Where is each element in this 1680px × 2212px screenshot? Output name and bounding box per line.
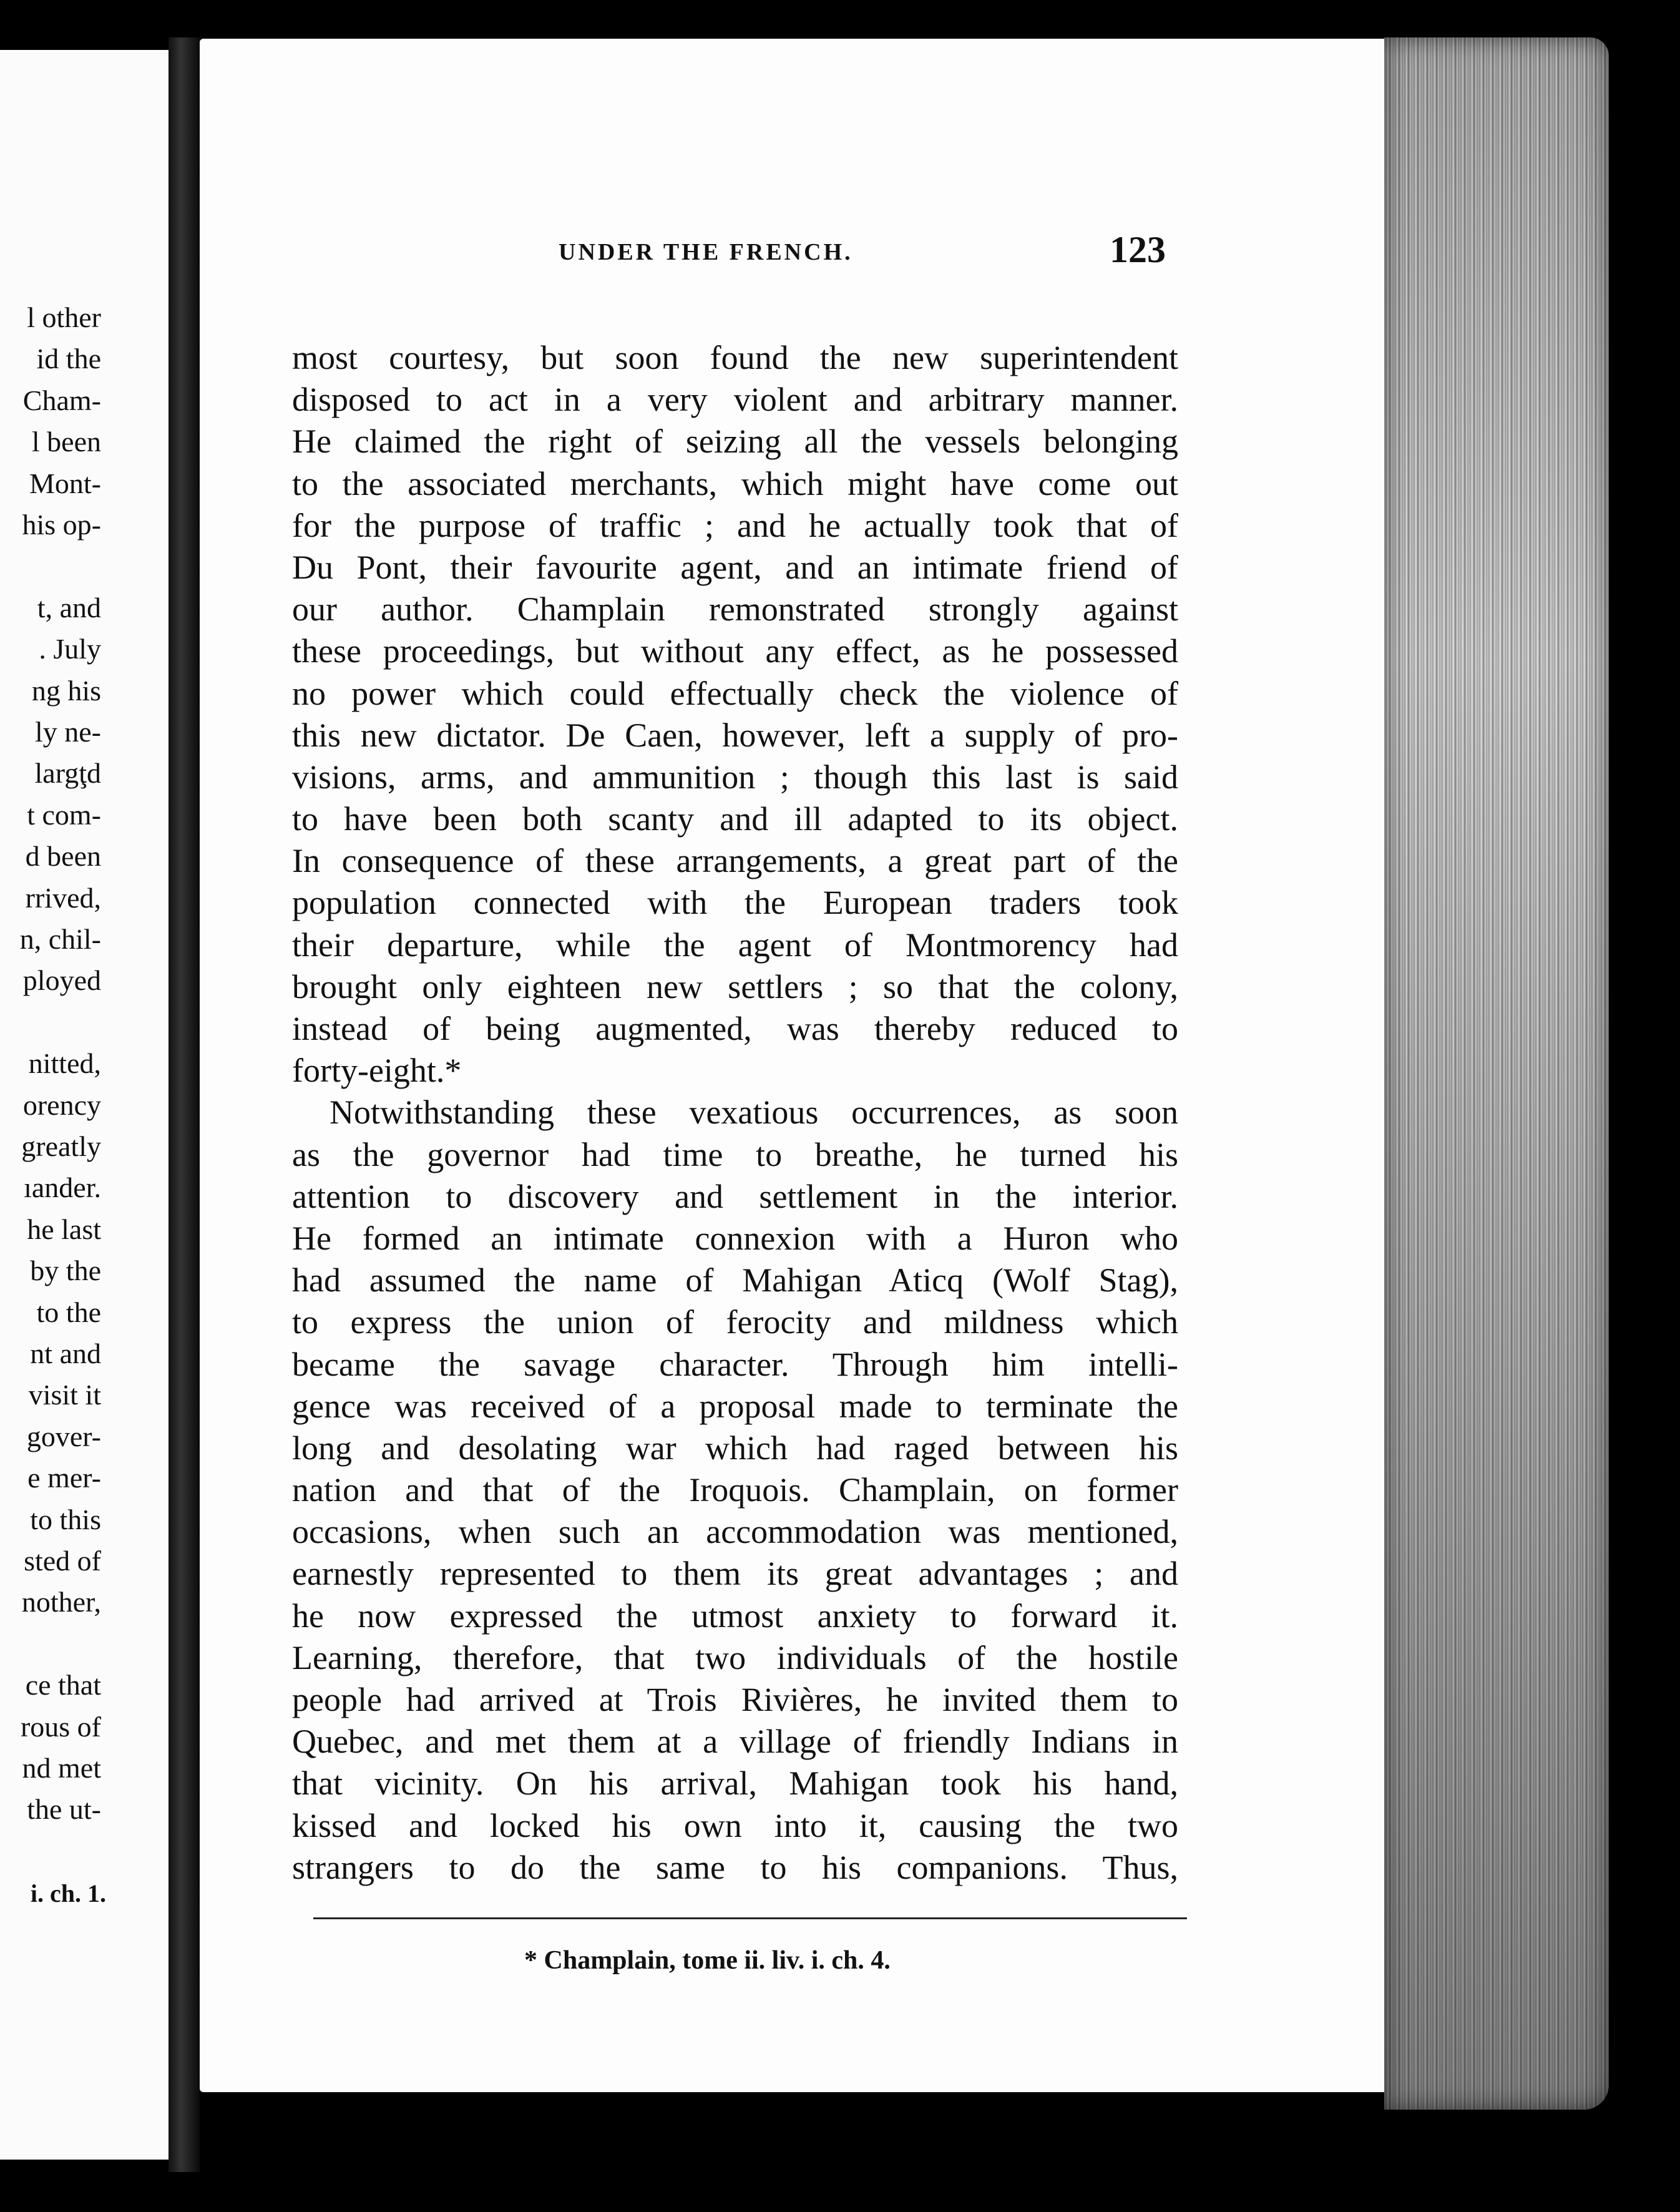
left-page-line: t com- [27, 798, 101, 831]
text-line: most courtesy, but soon found the new superintendent [292, 339, 1178, 376]
text-line: to express the union of ferocity and mildness which [292, 1303, 1178, 1341]
left-page-line: nt and [30, 1338, 101, 1369]
text-line: Quebec, and met them at a village of friendly Indians in [292, 1723, 1178, 1761]
left-page-line: nitted, [28, 1047, 101, 1080]
left-page-line: l other [27, 301, 101, 333]
left-page-line: greatly [21, 1130, 101, 1162]
left-page-line: by the [30, 1255, 101, 1287]
left-page-line: visit it [28, 1379, 101, 1411]
left-page-line: largţd [34, 757, 101, 790]
text-line: that vicinity. On his arrival, Mahigan took his hand, [292, 1764, 1178, 1803]
left-facing-page [0, 50, 170, 2160]
text-line: for the purpose of traffic ; and he actually took that of [292, 506, 1178, 544]
text-line: earnestly represented to them its great advantages ; and [292, 1555, 1178, 1593]
body-text [292, 337, 1178, 1889]
text-line: no power which could effectually check the violence of [292, 674, 1178, 712]
left-page-line: rrived, [25, 881, 101, 914]
text-line: became the savage character. Through him intelli- [292, 1345, 1178, 1383]
text-line: instead of being augmented, was thereby reduced to [292, 1010, 1178, 1047]
left-page-line: ly ne- [34, 716, 101, 748]
left-page-line: to this [30, 1503, 101, 1535]
left-page-line: n, chil- [19, 923, 101, 955]
text-line: gence was received of a proposal made to terminate the [292, 1387, 1178, 1425]
left-page-line: ce that [25, 1669, 101, 1701]
text-line: disposed to act in a very violent and arbitrary manner. [292, 381, 1178, 419]
left-page-line: nother, [21, 1586, 101, 1618]
text-line: Notwithstanding these vexatious occurrences, as soon [330, 1094, 1178, 1132]
book-gutter [168, 37, 200, 2172]
text-line: forty-eight.* [292, 1052, 462, 1090]
text-line: long and desolating war which had raged between his [292, 1429, 1178, 1467]
left-page-line: his op- [22, 509, 101, 541]
text-line: had assumed the name of Mahigan Aticq (Wolf Stag), [292, 1261, 1178, 1299]
text-line: occasions, when such an accommodation was mentioned, [292, 1513, 1178, 1551]
left-page-line: . July [39, 633, 101, 665]
text-line: as the governor had time to breathe, he turned his [292, 1135, 1178, 1173]
left-page-line: Cham- [22, 384, 101, 416]
left-page-line: orency [22, 1089, 101, 1121]
text-line: brought only eighteen new settlers ; so that the colony, [292, 967, 1178, 1006]
left-page-line: ng his [31, 674, 101, 707]
running-head: UNDER THE FRENCH. [559, 239, 853, 265]
text-line: population connected with the European traders took [292, 884, 1178, 922]
text-line: to have been both scanty and ill adapted to its object. [292, 800, 1178, 838]
left-page-line: d been [25, 840, 101, 873]
text-line: He formed an intimate connexion with a Huron who [292, 1219, 1178, 1257]
left-page-line: ployed [22, 964, 101, 997]
book-page [200, 39, 1385, 2092]
text-line: their departure, while the agent of Montmorency had [292, 926, 1178, 964]
footnote: * Champlain, tome ii. liv. i. ch. 4. [524, 1946, 891, 1975]
left-page-line: gover- [26, 1420, 101, 1452]
text-line: these proceedings, but without any effect, as he possessed [292, 632, 1178, 670]
left-page-line: sted of [24, 1545, 101, 1577]
text-line: this new dictator. De Caen, however, left a supply of pro- [292, 716, 1178, 754]
text-line: people had arrived at Trois Rivières, he invited them to [292, 1681, 1178, 1718]
text-line: Learning, therefore, that two individuals of the hostile [292, 1638, 1178, 1676]
text-line: visions, arms, and ammunition ; though this last is said [292, 758, 1178, 796]
left-page-line: he last [27, 1213, 101, 1245]
left-page-line: id the [36, 343, 101, 375]
left-page-line: l been [31, 426, 101, 458]
left-page-line: e mer- [27, 1462, 101, 1494]
text-line: attention to discovery and settlement in the interior. [292, 1177, 1178, 1215]
left-page-line: the ut- [27, 1793, 101, 1826]
text-line: kissed and locked his own into it, causing the two [292, 1806, 1178, 1844]
text-line: our author. Champlain remonstrated strongly against [292, 590, 1178, 629]
left-page-line: ıander. [24, 1172, 101, 1204]
text-line: Du Pont, their favourite agent, and an intimate friend of [292, 548, 1178, 586]
page-number: 123 [1110, 229, 1166, 270]
text-line: he now expressed the utmost anxiety to forward it. [292, 1597, 1178, 1635]
left-page-line: Mont- [29, 467, 101, 499]
left-page-line: t, and [37, 591, 101, 624]
fore-edge-shadow [1384, 37, 1609, 2110]
text-line: to the associated merchants, which might have come out [292, 464, 1178, 502]
left-page-line: to the [36, 1296, 101, 1328]
left-page-footnote: i. ch. 1. [30, 1879, 106, 1907]
text-line: In consequence of these arrangements, a great part of the [292, 842, 1178, 880]
text-line: nation and that of the Iroquois. Champlain, on former [292, 1471, 1178, 1509]
footnote-rule [313, 1917, 1187, 1919]
left-page-line: nd met [22, 1752, 101, 1784]
left-page-line: rous of [20, 1710, 101, 1743]
text-line: strangers to do the same to his companions. Thus, [292, 1848, 1178, 1886]
text-line: He claimed the right of seizing all the vessels belonging [292, 423, 1178, 461]
